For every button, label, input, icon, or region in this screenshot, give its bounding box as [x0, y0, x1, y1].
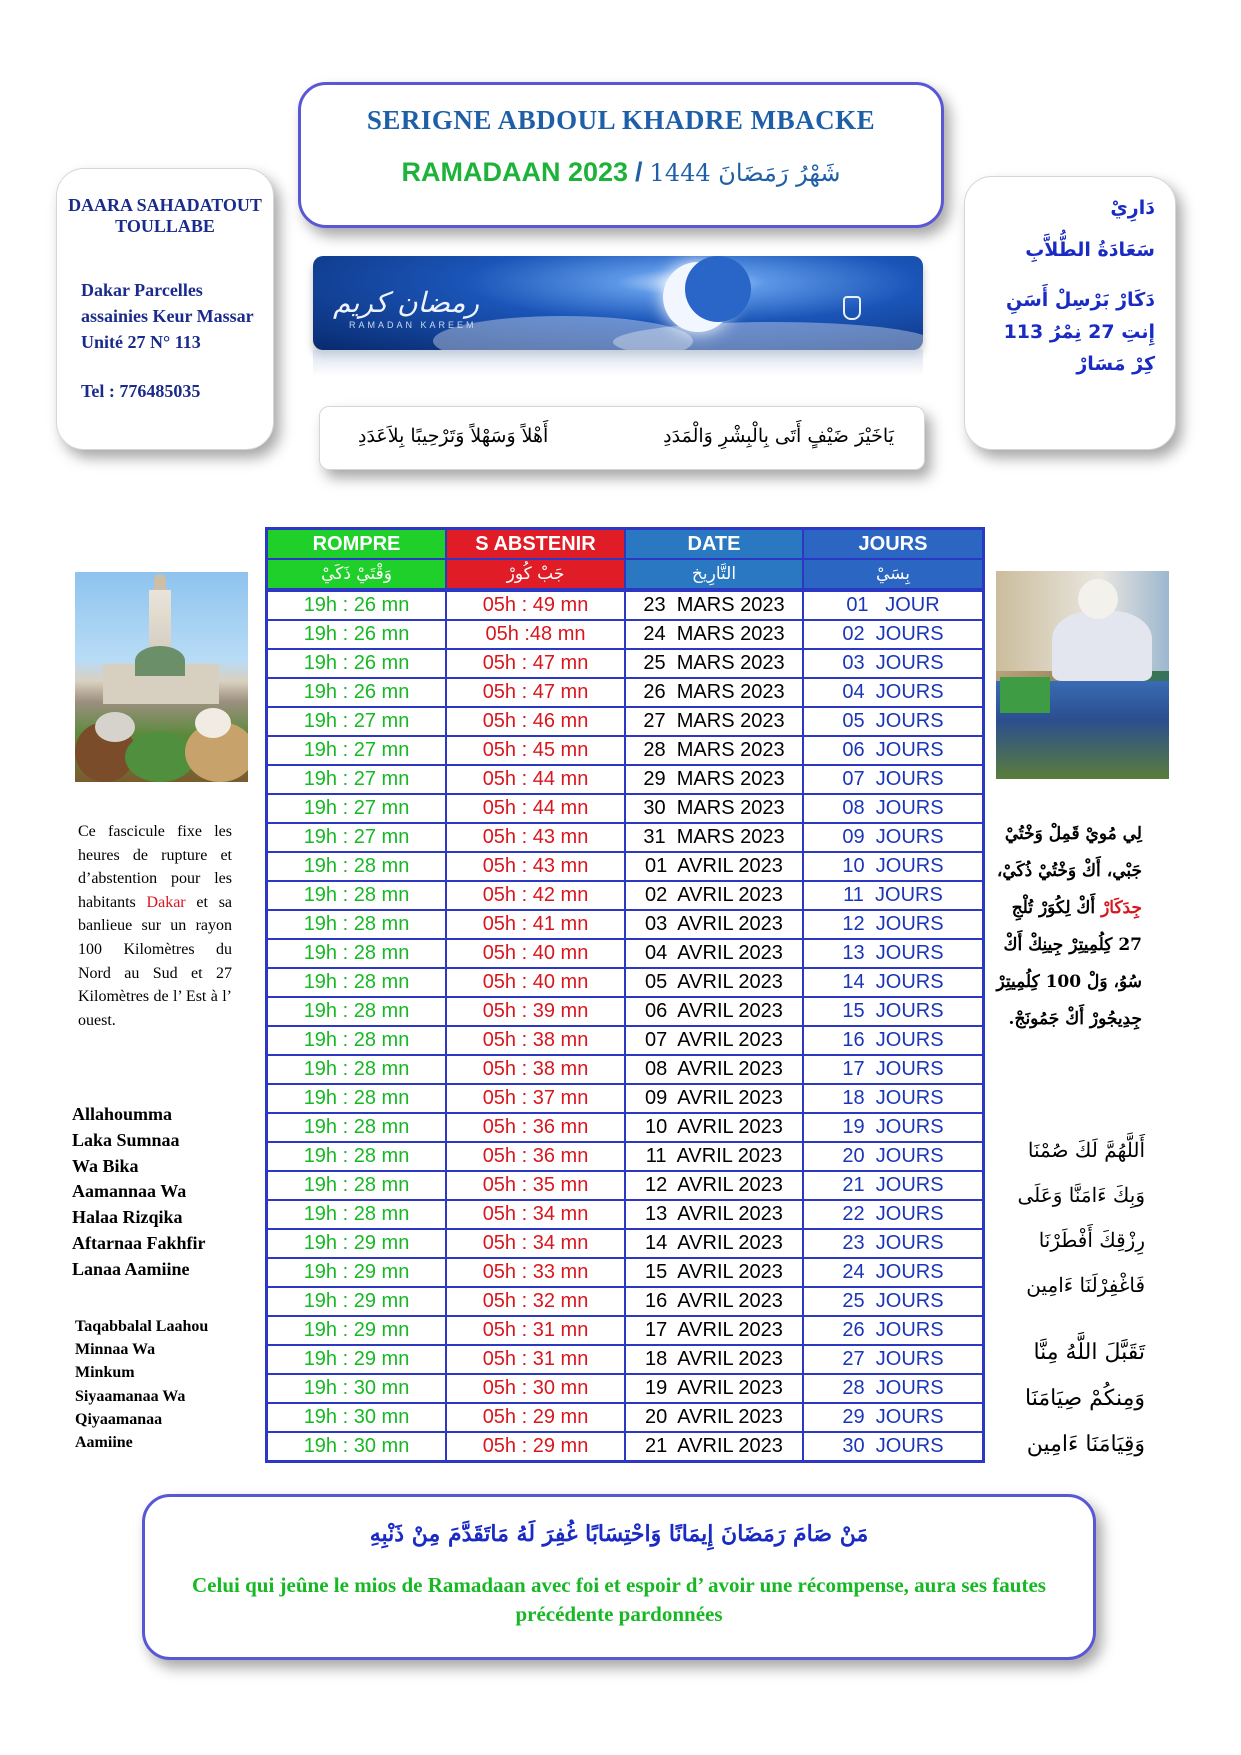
day-count: 01 JOUR	[803, 590, 984, 620]
arabic-info-line: إِنتِ 27 نِمْرُ 113	[1003, 321, 1155, 343]
day-count: 21 JOURS	[803, 1171, 984, 1200]
hadith-box	[142, 1494, 1096, 1660]
table-row	[267, 997, 984, 1026]
dua-line-arabic: فَاغْفِرْلَنَا ءَامِين	[1026, 1273, 1145, 1297]
rompre-time: 19h : 28 mn	[267, 1113, 447, 1142]
table-row	[267, 939, 984, 968]
abstenir-time: 05h : 38 mn	[446, 1055, 625, 1084]
daara-info-box	[56, 168, 274, 450]
ramadan-year-label: RAMADAAN 2023	[401, 157, 629, 187]
date-cell: 08 AVRIL 2023	[625, 1055, 803, 1084]
date-cell: 19 AVRIL 2023	[625, 1374, 803, 1403]
day-count: 19 JOURS	[803, 1113, 984, 1142]
table-header-arabic-row	[267, 559, 984, 590]
rompre-time: 19h : 30 mn	[267, 1403, 447, 1432]
page-title: SERIGNE ABDOUL KHADRE MBACKE	[366, 105, 876, 135]
iftar-dua-arabic	[985, 1128, 1145, 1308]
rompre-time: 19h : 27 mn	[267, 823, 447, 852]
date-cell: 18 AVRIL 2023	[625, 1345, 803, 1374]
day-count: 13 JOURS	[803, 939, 984, 968]
dua-line: Wa Bika	[72, 1155, 139, 1176]
day-count: 02 JOURS	[803, 620, 984, 649]
table-row	[267, 1026, 984, 1055]
table-row	[267, 765, 984, 794]
rompre-time: 19h : 27 mn	[267, 736, 447, 765]
rompre-time: 19h : 28 mn	[267, 1171, 447, 1200]
day-count: 03 JOURS	[803, 649, 984, 678]
abstenir-time: 05h :48 mn	[446, 620, 625, 649]
abstenir-time: 05h : 40 mn	[446, 939, 625, 968]
dua-line: Aamiine	[75, 1434, 133, 1452]
taqabbal-dua-arabic	[985, 1330, 1145, 1468]
day-count: 12 JOURS	[803, 910, 984, 939]
header-abstenir: S ABSTENIR	[446, 529, 625, 560]
date-cell: 05 AVRIL 2023	[625, 968, 803, 997]
day-count: 20 JOURS	[803, 1142, 984, 1171]
ramadan-schedule-table	[265, 527, 985, 1463]
title-box	[298, 82, 944, 228]
description-city: Dakar	[146, 893, 186, 911]
table-row	[267, 1258, 984, 1287]
day-count: 06 JOURS	[803, 736, 984, 765]
dua-line-arabic: وَبِكَ ءَامَنَّا وَعَلَى	[1017, 1183, 1145, 1207]
arabic-info-line: دَكَارْ بَرْسِلْ أَسَنِ	[1006, 289, 1155, 311]
header-abstenir-arabic: جَبْ كُورْ	[446, 559, 625, 590]
header-rompre: ROMPRE	[267, 529, 447, 560]
abstenir-time: 05h : 38 mn	[446, 1026, 625, 1055]
date-cell: 25 MARS 2023	[625, 649, 803, 678]
header-date-arabic: التَّارِيخ	[625, 559, 803, 590]
date-cell: 30 MARS 2023	[625, 794, 803, 823]
date-cell: 23 MARS 2023	[625, 590, 803, 620]
rompre-time: 19h : 29 mn	[267, 1287, 447, 1316]
abstenir-time: 05h : 49 mn	[446, 590, 625, 620]
dua-line: Allahoumma	[72, 1104, 173, 1124]
title-separator: /	[635, 157, 643, 187]
table-row	[267, 707, 984, 736]
schedule-description-ajami	[992, 816, 1142, 1038]
hadith-french: Celui qui jeûne le mios de Ramadaan avec foi et espoir d’ avoir une récompense, aura ses fautes précédente pardonnées	[192, 1573, 1046, 1626]
abstenir-time: 05h : 33 mn	[446, 1258, 625, 1287]
abstenir-time: 05h : 29 mn	[446, 1432, 625, 1462]
rompre-time: 19h : 29 mn	[267, 1229, 447, 1258]
rompre-time: 19h : 28 mn	[267, 1200, 447, 1229]
dua-line: Minkum	[75, 1364, 135, 1382]
abstenir-time: 05h : 39 mn	[446, 997, 625, 1026]
day-count: 09 JOURS	[803, 823, 984, 852]
abstenir-time: 05h : 46 mn	[446, 707, 625, 736]
dua-line: Aamannaa Wa	[72, 1181, 187, 1202]
table-row	[267, 794, 984, 823]
date-cell: 28 MARS 2023	[625, 736, 803, 765]
table-row	[267, 968, 984, 997]
abstenir-time: 05h : 36 mn	[446, 1113, 625, 1142]
verse-right: يَاخَيْرَ ضَيْفٍ أَتَى بِالْبِشْرِ وَالْمَدَدِ	[663, 425, 894, 447]
table-row	[267, 1345, 984, 1374]
lantern-icon	[843, 296, 861, 320]
table-row	[267, 1374, 984, 1403]
abstenir-time: 05h : 41 mn	[446, 910, 625, 939]
date-cell: 26 MARS 2023	[625, 678, 803, 707]
date-cell: 01 AVRIL 2023	[625, 852, 803, 881]
date-cell: 20 AVRIL 2023	[625, 1403, 803, 1432]
arabic-info-line: دَارِيْ	[1110, 197, 1155, 219]
abstenir-time: 05h : 44 mn	[446, 794, 625, 823]
rompre-time: 19h : 27 mn	[267, 794, 447, 823]
rompre-time: 19h : 28 mn	[267, 852, 447, 881]
abstenir-time: 05h : 37 mn	[446, 1084, 625, 1113]
ajami-text: أَكْ لِكُوَرْ تُلْجِ 27 كِلُمِيتِرْ جِينِكْ أَكْ سُوُ، وَلْ 100 كِلُمِيتِرْ جِدِيجُورْ أَكْ جَمُونَجْ.	[996, 898, 1142, 1029]
iftar-dua-latin	[72, 1102, 242, 1283]
schedule-description	[78, 820, 232, 1032]
dua-line: Aftarnaa Fakhfir	[72, 1232, 206, 1253]
dua-line-arabic: رِزْقِكَ أَفْطَرْنَا	[1038, 1228, 1145, 1252]
arabic-info-line: كِرْ مَسَارْ	[1076, 353, 1155, 375]
dua-line-arabic: وَمِنكُمْ صِيَامَنَا	[1025, 1386, 1145, 1411]
date-cell: 27 MARS 2023	[625, 707, 803, 736]
verse-left: أَهْلاً وَسَهْلاً وَتَرْحِيبًا بِلاَعَدَدِ	[358, 425, 549, 447]
day-count: 25 JOURS	[803, 1287, 984, 1316]
mosque-photo	[75, 572, 248, 782]
day-count: 29 JOURS	[803, 1403, 984, 1432]
rompre-time: 19h : 29 mn	[267, 1316, 447, 1345]
rompre-time: 19h : 30 mn	[267, 1432, 447, 1462]
dua-line: Minnaa Wa	[75, 1341, 156, 1359]
abstenir-time: 05h : 43 mn	[446, 852, 625, 881]
rompre-time: 19h : 28 mn	[267, 1084, 447, 1113]
header-rompre-arabic: وَقْتَيْ ذَكَيْ	[267, 559, 447, 590]
table-row	[267, 736, 984, 765]
description-text: Ce fascicule fixe les heures de rupture et d’abstention pour les habitants	[78, 823, 232, 911]
abstenir-time: 05h : 30 mn	[446, 1374, 625, 1403]
abstenir-time: 05h : 40 mn	[446, 968, 625, 997]
rompre-time: 19h : 28 mn	[267, 881, 447, 910]
rompre-time: 19h : 29 mn	[267, 1345, 447, 1374]
table-row	[267, 1403, 984, 1432]
day-count: 14 JOURS	[803, 968, 984, 997]
date-cell: 15 AVRIL 2023	[625, 1258, 803, 1287]
table-row	[267, 881, 984, 910]
arabic-info-box	[964, 176, 1176, 450]
date-cell: 29 MARS 2023	[625, 765, 803, 794]
table-row	[267, 1200, 984, 1229]
date-cell: 17 AVRIL 2023	[625, 1316, 803, 1345]
table-row	[267, 823, 984, 852]
day-count: 24 JOURS	[803, 1258, 984, 1287]
dua-line: Taqabbalal Laahou	[75, 1318, 209, 1335]
abstenir-time: 05h : 43 mn	[446, 823, 625, 852]
date-cell: 12 AVRIL 2023	[625, 1171, 803, 1200]
table-row	[267, 852, 984, 881]
dua-line: Lanaa Aamiine	[72, 1258, 190, 1279]
abstenir-time: 05h : 42 mn	[446, 881, 625, 910]
rompre-time: 19h : 28 mn	[267, 939, 447, 968]
table-header-row	[267, 529, 984, 560]
header-jours: JOURS	[803, 529, 984, 560]
day-count: 23 JOURS	[803, 1229, 984, 1258]
day-count: 16 JOURS	[803, 1026, 984, 1055]
day-count: 11 JOURS	[803, 881, 984, 910]
abstenir-time: 05h : 31 mn	[446, 1316, 625, 1345]
table-row	[267, 1142, 984, 1171]
rompre-time: 19h : 28 mn	[267, 968, 447, 997]
rompre-time: 19h : 26 mn	[267, 678, 447, 707]
date-cell: 10 AVRIL 2023	[625, 1113, 803, 1142]
date-cell: 06 AVRIL 2023	[625, 997, 803, 1026]
date-cell: 02 AVRIL 2023	[625, 881, 803, 910]
table-row	[267, 1113, 984, 1142]
rompre-time: 19h : 28 mn	[267, 1142, 447, 1171]
table-row	[267, 1287, 984, 1316]
date-cell: 16 AVRIL 2023	[625, 1287, 803, 1316]
rompre-time: 19h : 30 mn	[267, 1374, 447, 1403]
abstenir-time: 05h : 31 mn	[446, 1345, 625, 1374]
dua-line: Siyaamanaa Wa	[75, 1387, 186, 1405]
rompre-time: 19h : 28 mn	[267, 910, 447, 939]
dua-line-arabic: أَللَّهُمَّ لَكَ صُمْنَا	[1027, 1138, 1145, 1162]
daara-phone: Tel : 776485035	[81, 381, 201, 401]
verse-box	[319, 406, 925, 470]
dua-line-arabic: وَقِيَامَنَا ءَامِين	[1026, 1432, 1145, 1457]
rompre-time: 19h : 26 mn	[267, 590, 447, 620]
ajami-city: جِدَكَارْ	[1101, 898, 1142, 918]
hadith-arabic: مَنْ صَامَ رَمَضَانَ إِيمَانًا وَاحْتِسَابًا غُفِرَ لَهُ مَاتَقَدَّمَ مِنْ ذَنْبِهِ	[369, 1521, 869, 1547]
rompre-time: 19h : 28 mn	[267, 1055, 447, 1084]
date-cell: 11 AVRIL 2023	[625, 1142, 803, 1171]
ajami-text: لِي مُويْ قَمِلْ وَخْتُيْ جَبْي، أَكْ وَخْتُيْ ذُكَيْ،	[996, 824, 1142, 881]
dua-line-arabic: تَقَبَّلَ اللَّهُ مِنَّا	[1033, 1340, 1145, 1365]
dua-line: Qiyaamanaa	[75, 1410, 163, 1428]
abstenir-time: 05h : 34 mn	[446, 1229, 625, 1258]
day-count: 07 JOURS	[803, 765, 984, 794]
taqabbal-dua-latin	[75, 1315, 245, 1454]
table-row	[267, 620, 984, 649]
rompre-time: 19h : 26 mn	[267, 620, 447, 649]
table-row	[267, 1316, 984, 1345]
table-row	[267, 910, 984, 939]
day-count: 18 JOURS	[803, 1084, 984, 1113]
daara-address: Dakar Parcelles assainies Keur Massar Unité 27 N° 113	[81, 280, 254, 352]
date-cell: 24 MARS 2023	[625, 620, 803, 649]
rompre-time: 19h : 26 mn	[267, 649, 447, 678]
date-cell: 03 AVRIL 2023	[625, 910, 803, 939]
table-row	[267, 649, 984, 678]
abstenir-time: 05h : 36 mn	[446, 1142, 625, 1171]
serigne-photo	[996, 571, 1169, 779]
header-date: DATE	[625, 529, 803, 560]
header-jours-arabic: بِسَيْ	[803, 559, 984, 590]
table-row	[267, 1084, 984, 1113]
day-count: 15 JOURS	[803, 997, 984, 1026]
table-row	[267, 1171, 984, 1200]
date-cell: 31 MARS 2023	[625, 823, 803, 852]
day-count: 04 JOURS	[803, 678, 984, 707]
abstenir-time: 05h : 47 mn	[446, 678, 625, 707]
day-count: 08 JOURS	[803, 794, 984, 823]
rompre-time: 19h : 29 mn	[267, 1258, 447, 1287]
table-body	[267, 590, 984, 1462]
table-row	[267, 1229, 984, 1258]
ramadan-kareem-banner	[313, 256, 923, 350]
day-count: 10 JOURS	[803, 852, 984, 881]
date-cell: 13 AVRIL 2023	[625, 1200, 803, 1229]
abstenir-time: 05h : 47 mn	[446, 649, 625, 678]
arabic-info-line: سَعَادَةُ الطُّلاَّبِ	[1025, 239, 1155, 261]
day-count: 22 JOURS	[803, 1200, 984, 1229]
day-count: 05 JOURS	[803, 707, 984, 736]
table-row	[267, 1432, 984, 1462]
abstenir-time: 05h : 35 mn	[446, 1171, 625, 1200]
abstenir-time: 05h : 29 mn	[446, 1403, 625, 1432]
date-cell: 21 AVRIL 2023	[625, 1432, 803, 1462]
abstenir-time: 05h : 44 mn	[446, 765, 625, 794]
date-cell: 04 AVRIL 2023	[625, 939, 803, 968]
banner-subtitle: RAMADAN KAREEM	[349, 320, 477, 330]
table-row	[267, 590, 984, 620]
dua-line: Halaa Rizqika	[72, 1207, 183, 1228]
banner-calligraphy: رمضان كريم	[333, 286, 480, 319]
day-count: 17 JOURS	[803, 1055, 984, 1084]
day-count: 30 JOURS	[803, 1432, 984, 1462]
abstenir-time: 05h : 34 mn	[446, 1200, 625, 1229]
daara-name: DAARA SAHADATOUT TOULLABE	[68, 195, 262, 236]
date-cell: 09 AVRIL 2023	[625, 1084, 803, 1113]
table-row	[267, 1055, 984, 1084]
description-text: et sa banlieue sur un rayon 100 Kilomètres du Nord au Sud et 27 Kilomètres de l’ Est à l’ ouest.	[78, 893, 233, 1029]
table-row	[267, 678, 984, 707]
subtitle	[301, 157, 941, 189]
day-count: 28 JOURS	[803, 1374, 984, 1403]
abstenir-time: 05h : 45 mn	[446, 736, 625, 765]
date-cell: 14 AVRIL 2023	[625, 1229, 803, 1258]
banner-reflection	[313, 350, 923, 376]
rompre-time: 19h : 27 mn	[267, 707, 447, 736]
day-count: 26 JOURS	[803, 1316, 984, 1345]
rompre-time: 19h : 28 mn	[267, 997, 447, 1026]
dua-line: Laka Sumnaa	[72, 1129, 180, 1150]
arabic-title: شَهْرُ رَمَضَانَ 1444	[649, 159, 841, 187]
abstenir-time: 05h : 32 mn	[446, 1287, 625, 1316]
date-cell: 07 AVRIL 2023	[625, 1026, 803, 1055]
rompre-time: 19h : 27 mn	[267, 765, 447, 794]
rompre-time: 19h : 28 mn	[267, 1026, 447, 1055]
day-count: 27 JOURS	[803, 1345, 984, 1374]
